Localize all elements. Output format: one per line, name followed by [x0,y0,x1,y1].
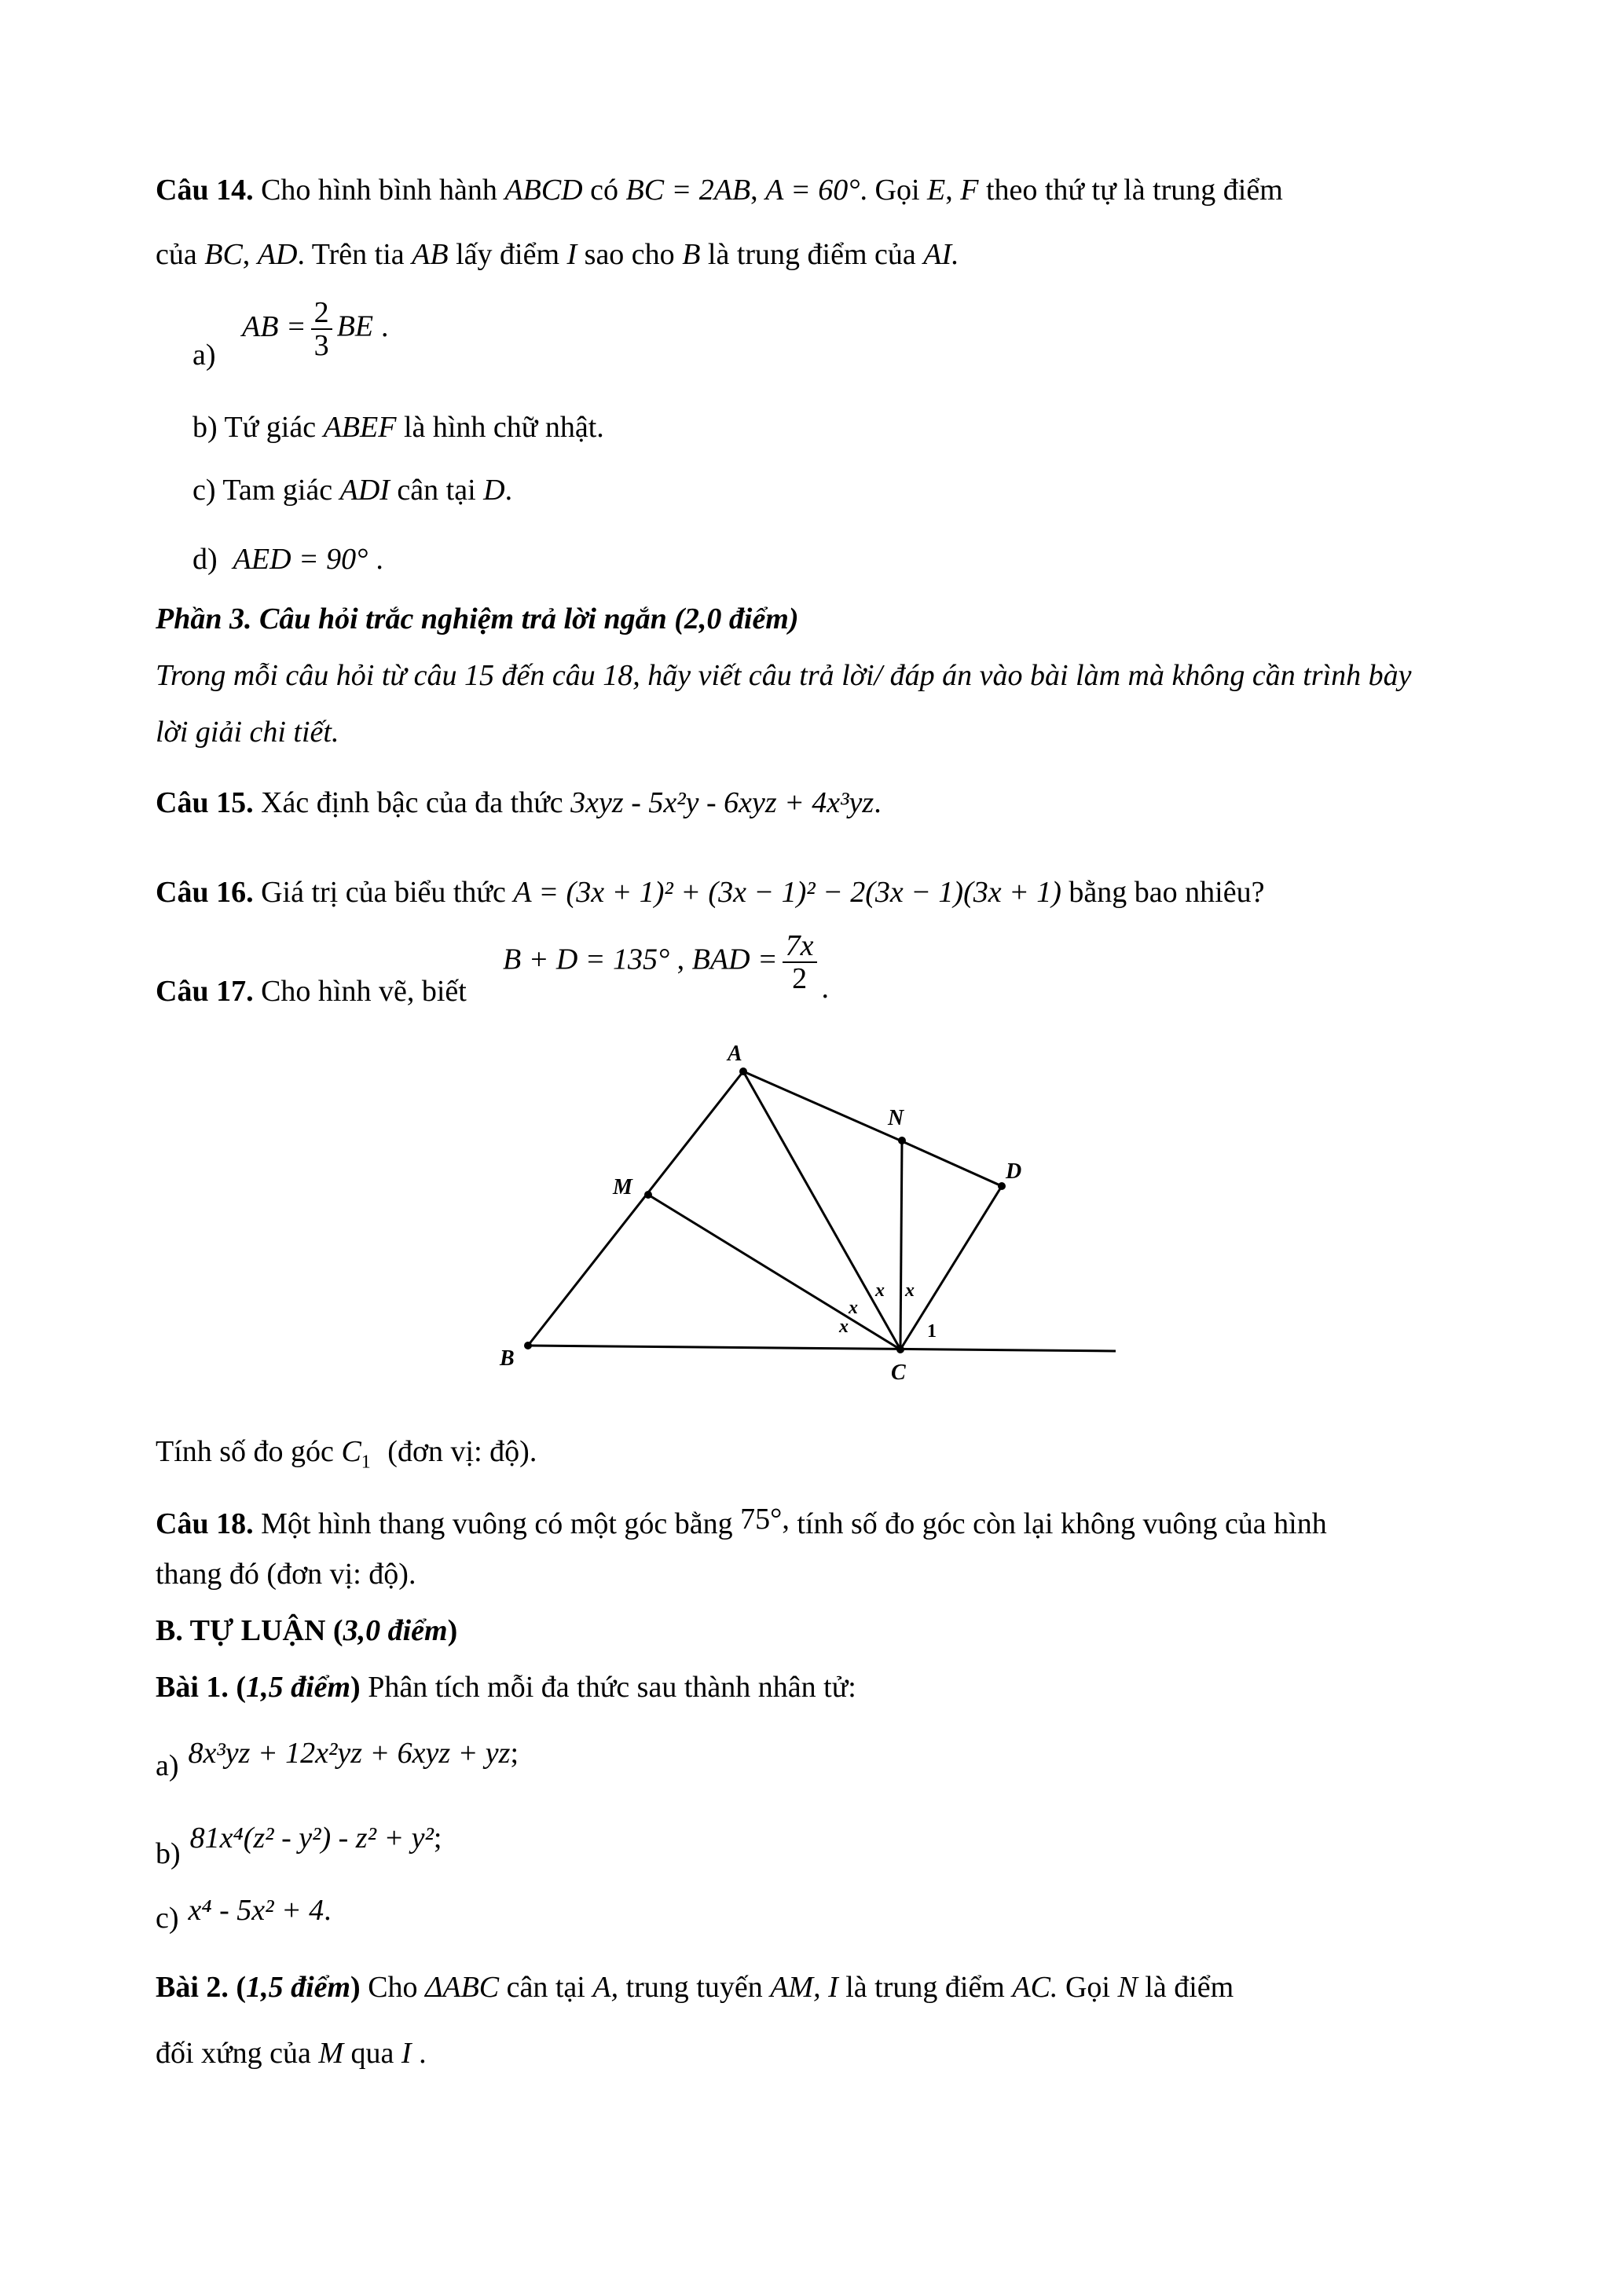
angle-label-x-4: x [905,1280,915,1301]
math-i: I [828,1971,838,2004]
math-aed: AED = 90° [233,543,368,576]
q15-text: . [874,786,882,819]
fraction-7x-2 [783,930,817,994]
line-nc [900,1141,902,1349]
math-angle-a: A = 60° [765,174,860,207]
bai1-label: ) [350,1671,361,1704]
angle-label-x-2: x [849,1298,858,1318]
q14-text: là trung điểm của [700,238,924,271]
math-e: E [927,174,946,207]
math-polynomial: 3xyz - 5x²y - 6xyz + 4x³yz [570,786,874,819]
q18-text: tính số đo góc còn lại không vuông của hình [789,1507,1327,1540]
math-m: M [318,2037,344,2070]
line-ac [743,1071,900,1349]
part3-intro-line2: lời giải chi tiết. [156,716,339,749]
math-ab-eq: AB = [242,309,306,343]
q14-text: sao cho [577,238,683,271]
math-b: B [682,238,701,271]
q14-text: . [504,474,513,507]
q17-text: , [669,943,692,976]
math-n: N [1117,1971,1138,2004]
bai2-label: Bài 2. ( [156,1971,247,2004]
angle-label-1: 1 [927,1321,937,1342]
angle-label-x-3: x [875,1280,885,1301]
math-angle-sum: B + D = 135° [503,943,670,976]
q14-text: , [242,238,258,271]
q16-label: Câu 16. [156,876,254,909]
label-m: M [613,1175,632,1199]
bai1-text: ; [433,1822,442,1855]
math-ad: AD [257,238,298,271]
point-c [896,1346,904,1353]
bai1-label: Bài 1. ( [156,1671,247,1704]
q16 [156,873,1264,911]
q14-text: của [156,238,205,271]
q14-text: Cho hình bình hành [253,174,505,207]
bai2-text [821,1971,829,2004]
q18-line1 [156,1500,1327,1543]
bai1-c-label: c) [156,1902,179,1935]
q16-text: bằng bao nhiêu? [1061,876,1265,909]
part-b-title [156,1612,457,1650]
geometry-figure [471,1037,1131,1390]
q14-text: là hình chữ nhật. [396,411,604,444]
q14-text: . [376,543,383,576]
bai1-c [156,1891,332,1937]
point-n [898,1137,906,1144]
fraction-den: 2 [792,962,808,995]
label-a: A [728,1042,742,1066]
bai2-line1 [156,1968,1234,2006]
line-mc [648,1195,900,1349]
q17-text: . [821,971,830,1005]
q15-label: Câu 15. [156,786,254,819]
label-b: B [500,1346,515,1371]
bai2-text: cân tại [499,1971,593,2004]
math-75-degrees: 75°, [740,1503,790,1536]
q17-ask [156,1433,537,1481]
fraction-2-3 [311,297,332,361]
bai2-text: Cho [360,1971,426,2004]
q14-option-a [192,297,389,372]
math-poly-a: 8x³yz + 12x²yz + 6xyz + yz [188,1737,511,1770]
q14-line2 [156,236,959,273]
bai1-a-label: a) [156,1749,179,1782]
math-f: F [960,174,979,207]
q18-label: Câu 18. [156,1507,254,1540]
line-an [743,1071,900,1141]
option-a-label: a) [192,338,216,372]
q14-line1 [156,171,1283,209]
math-poly-c: x⁴ - 5x² + 4 [188,1894,324,1927]
q17 [156,974,467,1009]
math-adi: ADI [339,474,390,507]
q14-label: Câu 14. [156,174,254,207]
q17-label: Câu 17. [156,975,254,1008]
q14-text: theo thứ tự là trung điểm [978,174,1283,207]
bai2-points: 1,5 điểm [246,1971,351,2004]
label-d: D [1006,1159,1022,1184]
math-expression-a: A = (3x + 1)² + (3x − 1)² − 2(3x − 1)(3x + 1) [513,876,1061,909]
math-angle-bad: BAD = [691,943,778,976]
line-nd [900,1141,1002,1186]
figure-lines [528,1071,1116,1351]
math-bc-2ab: BC = 2AB [625,174,751,207]
math-abef: ABEF [323,411,397,444]
fraction-num: 7x [783,930,817,963]
option-c-label: c) Tam giác [192,474,340,507]
math-triangle-abc: ΔABC [425,1971,500,2004]
bai2-line2 [156,2034,427,2072]
math-a: A, [592,1971,619,2004]
q17-given [503,930,829,1005]
part-b-points: 3,0 điểm [343,1614,448,1647]
math-am: AM, [770,1971,821,2004]
point-d [998,1182,1006,1190]
q14-text: có [582,174,626,207]
q14-text: , [750,174,766,207]
q14-text: , [945,174,961,207]
part3-intro-line1: Trong mỗi câu hỏi từ câu 15 đến câu 18, hãy viết câu trả lời/ đáp án vào bài làm mà không cần trình bày [156,659,1412,692]
angle-label-x-1: x [839,1316,849,1337]
part-b-title-text: B. TỰ LUẬN ( [156,1614,343,1647]
q17-text: (đơn vị: độ). [379,1435,537,1468]
point-b [524,1342,532,1349]
math-ab: AB [412,238,449,271]
bai2-text: là điểm [1137,1971,1234,2004]
q14-text: cân tại [389,474,484,507]
option-d-label: d) [192,543,218,576]
option-b-label: b) Tứ giác [192,411,324,444]
point-a [739,1067,747,1075]
bai1-heading [156,1668,856,1706]
bai2-text: Gọi [1058,1971,1118,2004]
q14-text: lấy điểm [448,238,567,271]
label-n: N [888,1106,904,1130]
part-b-title-text: ) [447,1614,458,1647]
bai2-text: . [411,2037,427,2070]
math-poly-b: 81x⁴(z² - y²) - z² + y² [189,1822,434,1855]
bai2-text: trung tuyến [618,1971,771,2004]
math-i: I [401,2037,412,2070]
bai1-text: . [324,1894,332,1927]
q14-text: . Trên tia [297,238,412,271]
line-ba [528,1071,743,1346]
part3-title: Phần 3. Câu hỏi trắc nghiệm trả lời ngắn (2,0 điểm) [156,602,799,635]
math-bc: BC [204,238,243,271]
math-be: BE [336,309,374,343]
math-ac: AC. [1012,1971,1058,2004]
q17-text: Tính số đo góc [156,1435,342,1468]
label-c: C [891,1360,906,1385]
q18-line2: thang đó (đơn vị: độ). [156,1558,416,1591]
math-d: D [483,474,505,507]
point-m [644,1191,652,1199]
bai2-text: qua [343,2037,401,2070]
q17-text: Cho hình vẽ, biết [253,975,467,1008]
q16-text: Giá trị của biểu thức [253,876,514,909]
bai2-text: là trung điểm [838,1971,1013,2004]
math-ai: AI. [923,238,959,271]
bai1-text: ; [510,1737,519,1770]
fraction-num: 2 [311,297,332,330]
math-subscript-1: 1 [361,1452,371,1473]
bai1-text: Phân tích mỗi đa thức sau thành nhân tử: [360,1671,856,1704]
bai1-b-label: b) [156,1837,181,1870]
line-dc [900,1186,1002,1349]
q15-text: Xác định bậc của đa thức [253,786,571,819]
q14-option-c [192,471,512,509]
bai1-a [156,1734,519,1785]
fraction-den: 3 [313,329,329,362]
math-abcd: ABCD [504,174,583,207]
q14-option-d [192,540,383,578]
q18-text: Một hình thang vuông có một góc bằng [253,1507,741,1540]
bai2-label: ) [350,1971,361,2004]
math-angle-c: C [341,1435,361,1468]
line-bc [528,1346,1116,1351]
q14-option-b [192,408,604,446]
bai2-text: đối xứng của [156,2037,319,2070]
math-i: I [566,238,577,271]
q15 [156,784,882,822]
q14-text: . Gọi [860,174,927,207]
bai1-points: 1,5 điểm [246,1671,351,1704]
q14-text: . [381,309,389,343]
bai1-b [156,1819,442,1873]
